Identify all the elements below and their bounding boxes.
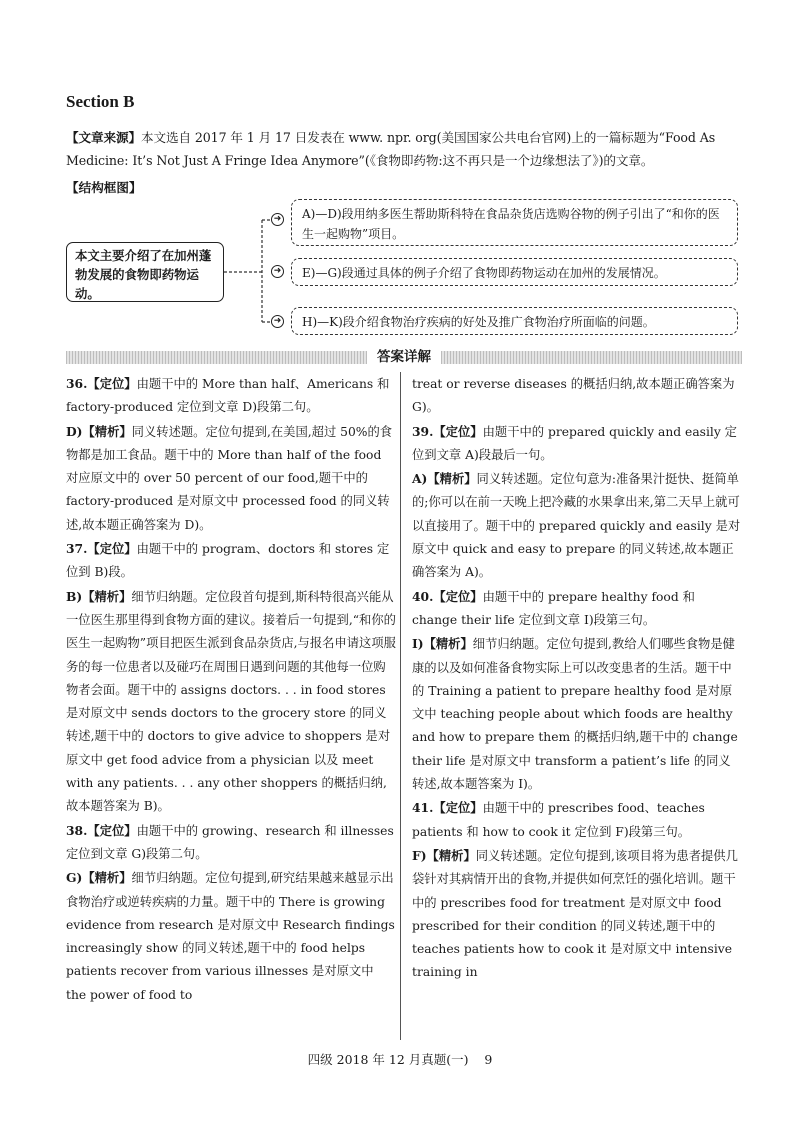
answer-label: B)【精析】 (66, 588, 132, 604)
answer-entry (412, 372, 742, 420)
answers-right-column (412, 372, 742, 985)
answer-text: 由题干中的 More than half、Americans 和 factory-produced 定位到文章 D)段第二句。 (66, 377, 390, 415)
right-arrow-circle-icon: ➜ (271, 213, 284, 226)
answers-header: 答案详解 (367, 348, 441, 367)
answer-text: 由题干中的 prepared quickly and easily 定位到文章 A)段最后一句。 (412, 424, 737, 462)
answer-label: 38.【定位】 (66, 822, 137, 838)
answer-entry (66, 372, 396, 420)
answer-text: 同义转述题。定位句提到,在美国,超过 50%的食物都是加工食品。题干中的 More than half of the food 对应原文中的 over 50 percent of our food,题干中的 factory-produced 是对原文中 processed food 的同义转述,故本题正确答案为 D)。 (66, 424, 393, 532)
answer-label: 37.【定位】 (66, 541, 137, 557)
answer-text: 同义转述题。定位句意为:准备果汁挺快、挺简单的;你可以在前一天晚上把冷藏的水果拿出来,第二天早上就可以直接用了。题干中的 prepared quickly and easily 是对原文中 quick and easy to prepare 的同义转述,故本题正确答案为 A)。 (412, 472, 741, 580)
answer-entry (66, 537, 396, 585)
answer-text: 同义转述题。定位句提到,该项目将为患者提供几袋针对其病情开出的食物,并提供如何烹饪的强化培训。题干中的 prescribes food for treatment 是对原文中 food prescribed for their condition 的同义转述,题干中的 teaches patients how to cook it 是对原文中 intensive training in (412, 848, 738, 980)
answers-left-column (66, 372, 396, 1007)
answer-label: G)【精析】 (66, 870, 132, 886)
structure-branch: A)—D)段用纳多医生帮助斯科特在食品杂货店选购谷物的例子引出了“和你的医生一起购物”项目。 (291, 199, 738, 246)
right-arrow-circle-icon: ➜ (271, 265, 284, 278)
answer-label: 39.【定位】 (412, 423, 483, 439)
answers-header-banner (66, 348, 742, 367)
answer-entry (412, 632, 742, 796)
source-text: 本文选自 2017 年 1 月 17 日发表在 www. npr. org(美国国家公共电台官网)上的一篇标题为“Food As Medicine: It’s Not Just A Fringe Idea Anymore”(《食物即药物:这不再只是一个边缘想法了》)的文章。 (66, 130, 716, 168)
page-footer: 四级 2018 年 12 月真题(一) 9 (307, 1052, 493, 1067)
answer-label: D)【精析】 (66, 423, 132, 439)
answer-text: treat or reverse diseases 的概括归纳,故本题正确答案为 G)。 (412, 377, 735, 415)
answer-entry (66, 585, 396, 819)
answer-label: 41.【定位】 (412, 800, 483, 816)
answer-text: 细节归纳题。定位句提到,教给人们哪些食物是健康的以及如何准备食物实际上可以改变患者的生活。题干中的 Training a patient to prepare healthy food 是对原文中 teaching people about which foods are healthy and how to prepare them 的概括归纳,题干中的 change their life 是对原文中 transform a patient’s life 的同义转述,故本题答案为 I)。 (412, 637, 738, 792)
answer-label: A)【精析】 (412, 471, 477, 487)
answer-entry (66, 420, 396, 537)
answer-entry (66, 866, 396, 1007)
right-arrow-circle-icon: ➜ (271, 315, 284, 328)
answer-entry (412, 796, 742, 844)
answer-entry (412, 420, 742, 468)
answer-entry (412, 844, 742, 985)
answer-label: I)【精析】 (412, 636, 473, 652)
answer-text: 由题干中的 prescribes food、teaches patients 和 how to cook it 定位到 F)段第三句。 (412, 801, 705, 839)
article-source (66, 126, 742, 172)
structure-label: 【结构框图】 (66, 180, 142, 195)
answer-entry (66, 819, 396, 867)
structure-main-box: 本文主要介绍了在加州蓬勃发展的食物即药物运动。 (66, 242, 224, 302)
answer-entry (412, 585, 742, 633)
answer-text: 由题干中的 program、doctors 和 stores 定位到 B)段。 (66, 542, 390, 580)
answer-label: F)【精析】 (412, 847, 476, 863)
answer-entry (412, 467, 742, 584)
column-divider (400, 372, 401, 1040)
structure-branch: E)—G)段通过具体的例子介绍了食物即药物运动在加州的发展情况。 (291, 258, 738, 286)
answer-text: 由题干中的 growing、research 和 illnesses 定位到文章 G)段第二句。 (66, 823, 394, 861)
structure-branch: H)—K)段介绍食物治疗疾病的好处及推广食物治疗所面临的问题。 (291, 307, 738, 335)
answer-label: 36.【定位】 (66, 376, 137, 391)
answer-text: 由题干中的 prepare healthy food 和 change their life 定位到文章 I)段第三句。 (412, 589, 695, 627)
answer-label: 40.【定位】 (412, 588, 483, 604)
section-title: Section B (66, 92, 135, 111)
answer-text: 细节归纳题。定位句提到,研究结果越来越显示出食物治疗或逆转疾病的力量。题干中的 There is growing evidence from research 是对原文中 Research findings increasingly show 的同义转述,题干中的 food helps patients recover from various illnesses 是对原文中 the power of food to (66, 871, 395, 1002)
answer-text: 细节归纳题。定位段首句提到,斯科特很高兴能从一位医生那里得到食物方面的建议。接着后一句提到,“和你的医生一起购物”项目把医生派到食品杂货店,与报名申请这项服务的每一位患者以及碰巧在周围日遇到问题的其他每一位购物者会面。题干中的 assigns doctors. . . in food stores 是对原文中 sends doctors to the grocery store 的同义转述,题干中的 doctors to give advice to shoppers 是对原文中 get food advice from a physician 以及 meet with any patients. . . any other shoppers 的概括归纳,故本题答案为 B)。 (66, 589, 396, 814)
source-label: 【文章来源】 (66, 130, 141, 145)
